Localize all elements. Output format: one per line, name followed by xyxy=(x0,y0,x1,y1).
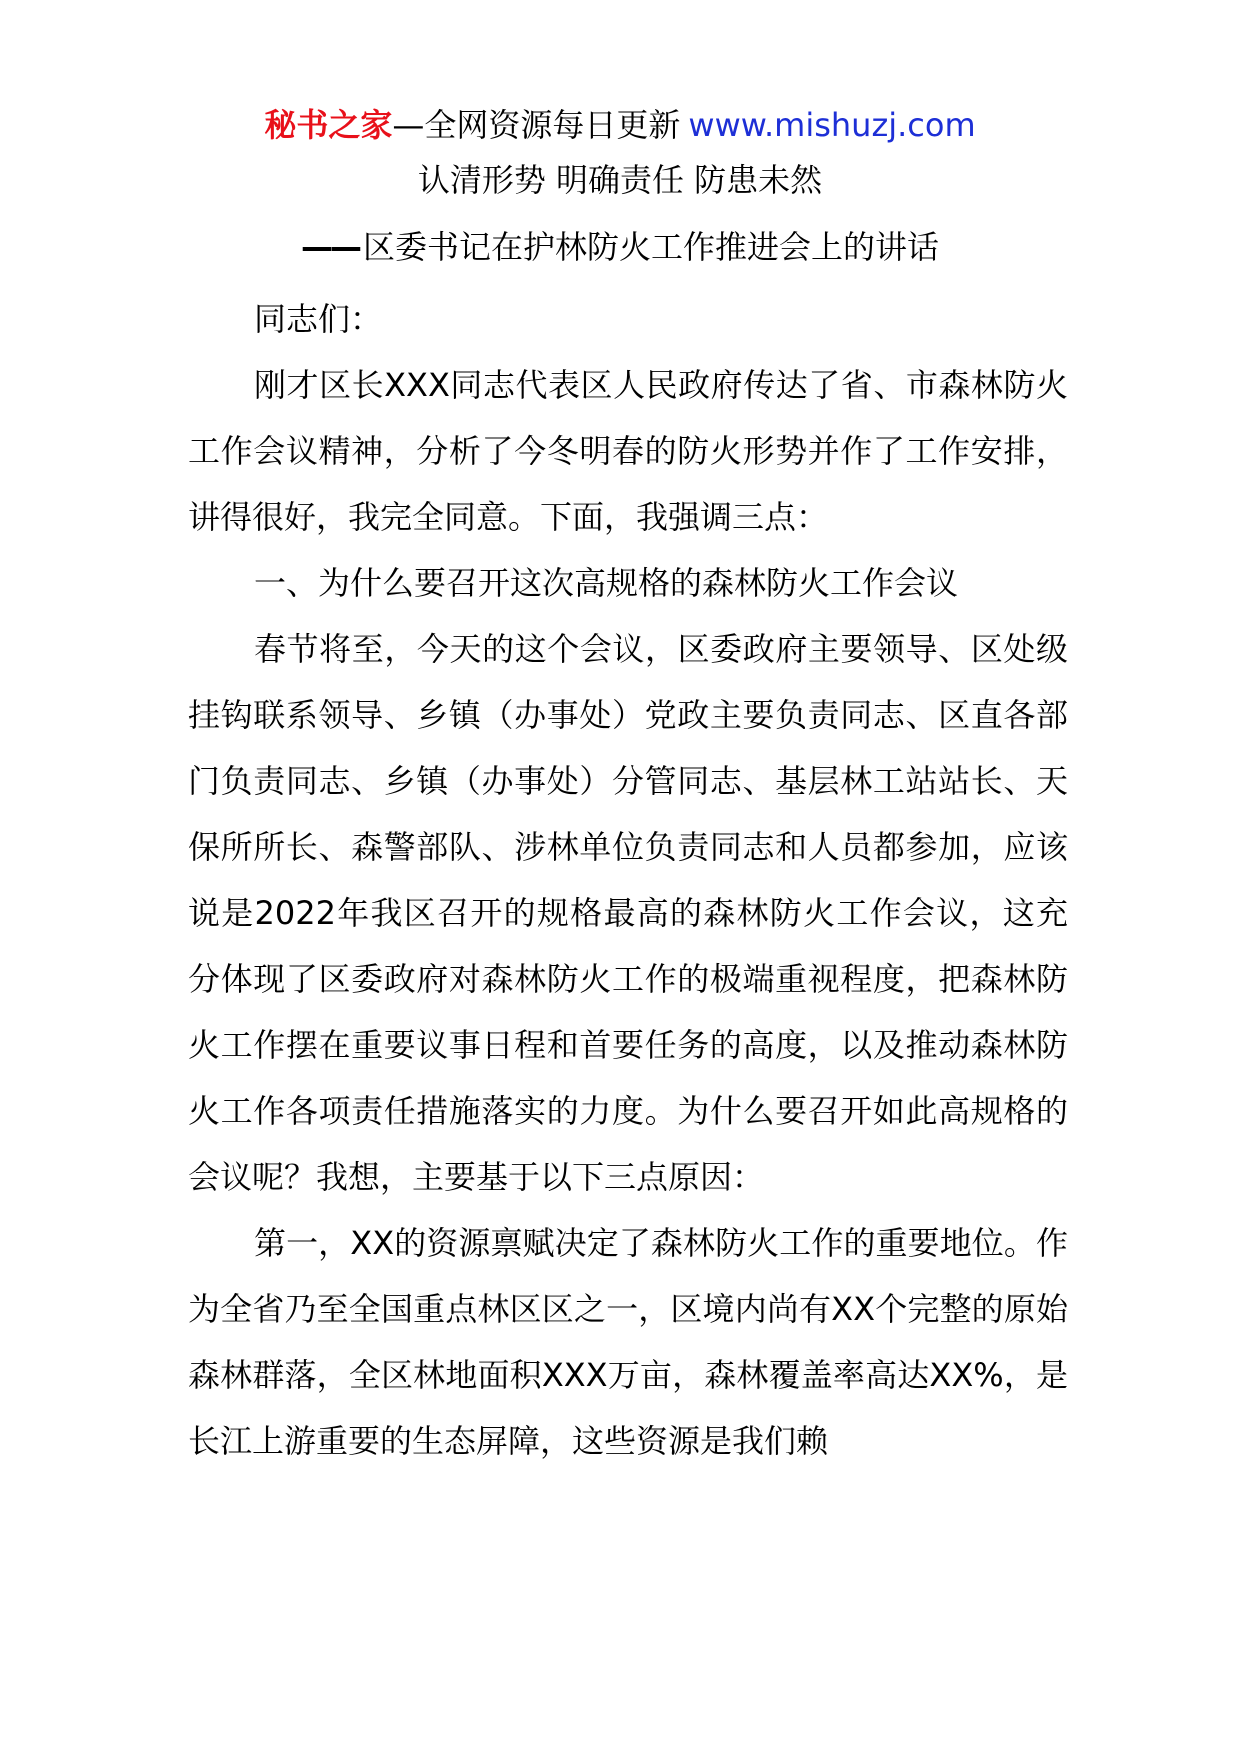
subtitle-text: 区委书记在护林防火工作推进会上的讲话 xyxy=(362,228,939,266)
body-paragraph: 春节将至，今天的这个会议，区委政府主要领导、区处级挂钩联系领导、乡镇（办事处）党政主要负责同志、区直各部门负责同志、乡镇（办事处）分管同志、基层林工站站长、天保所所长、森警部队、涉林单位负责同志和人员都参加，应该说是2022年我区召开的规格最高的森林防火工作会议，这充分体现了区委政府对森林防火工作的极端重视程度，把森林防火工作摆在重要议事日程和首要任务的高度，以及推动森林防火工作各项责任措施落实的力度。为什么要召开如此高规格的会议呢？我想，主要基于以下三点原因： xyxy=(188,630,1068,1196)
site-url-link[interactable]: www.mishuzj.com xyxy=(688,106,976,144)
body-paragraph: 刚才区长XXX同志代表区人民政府传达了省、市森林防火工作会议精神，分析了今冬明春的防火形势并作了工作安排，讲得很好，我完全同意。下面，我强调三点： xyxy=(188,366,1068,536)
subtitle-dash: —— xyxy=(300,228,359,266)
document-subtitle xyxy=(0,223,1240,271)
site-tagline: —全网资源每日更新 xyxy=(392,106,681,144)
document-title: 认清形势 明确责任 防患未然 xyxy=(417,161,823,199)
salutation: 同志们： xyxy=(254,300,383,338)
section-heading: 一、为什么要召开这次高规格的森林防火工作会议 xyxy=(254,564,959,602)
body-paragraph: 第一，XX的资源禀赋决定了森林防火工作的重要地位。作为全省乃至全国重点林区区之一，区境内尚有XX个完整的原始森林群落，全区林地面积XXX万亩，森林覆盖率高达XX%，是长江上游重要的生态屏障，这些资源是我们赖 xyxy=(188,1224,1068,1460)
site-header xyxy=(0,101,1240,149)
document-body xyxy=(188,286,1068,1474)
site-brand: 秘书之家 xyxy=(264,106,393,144)
